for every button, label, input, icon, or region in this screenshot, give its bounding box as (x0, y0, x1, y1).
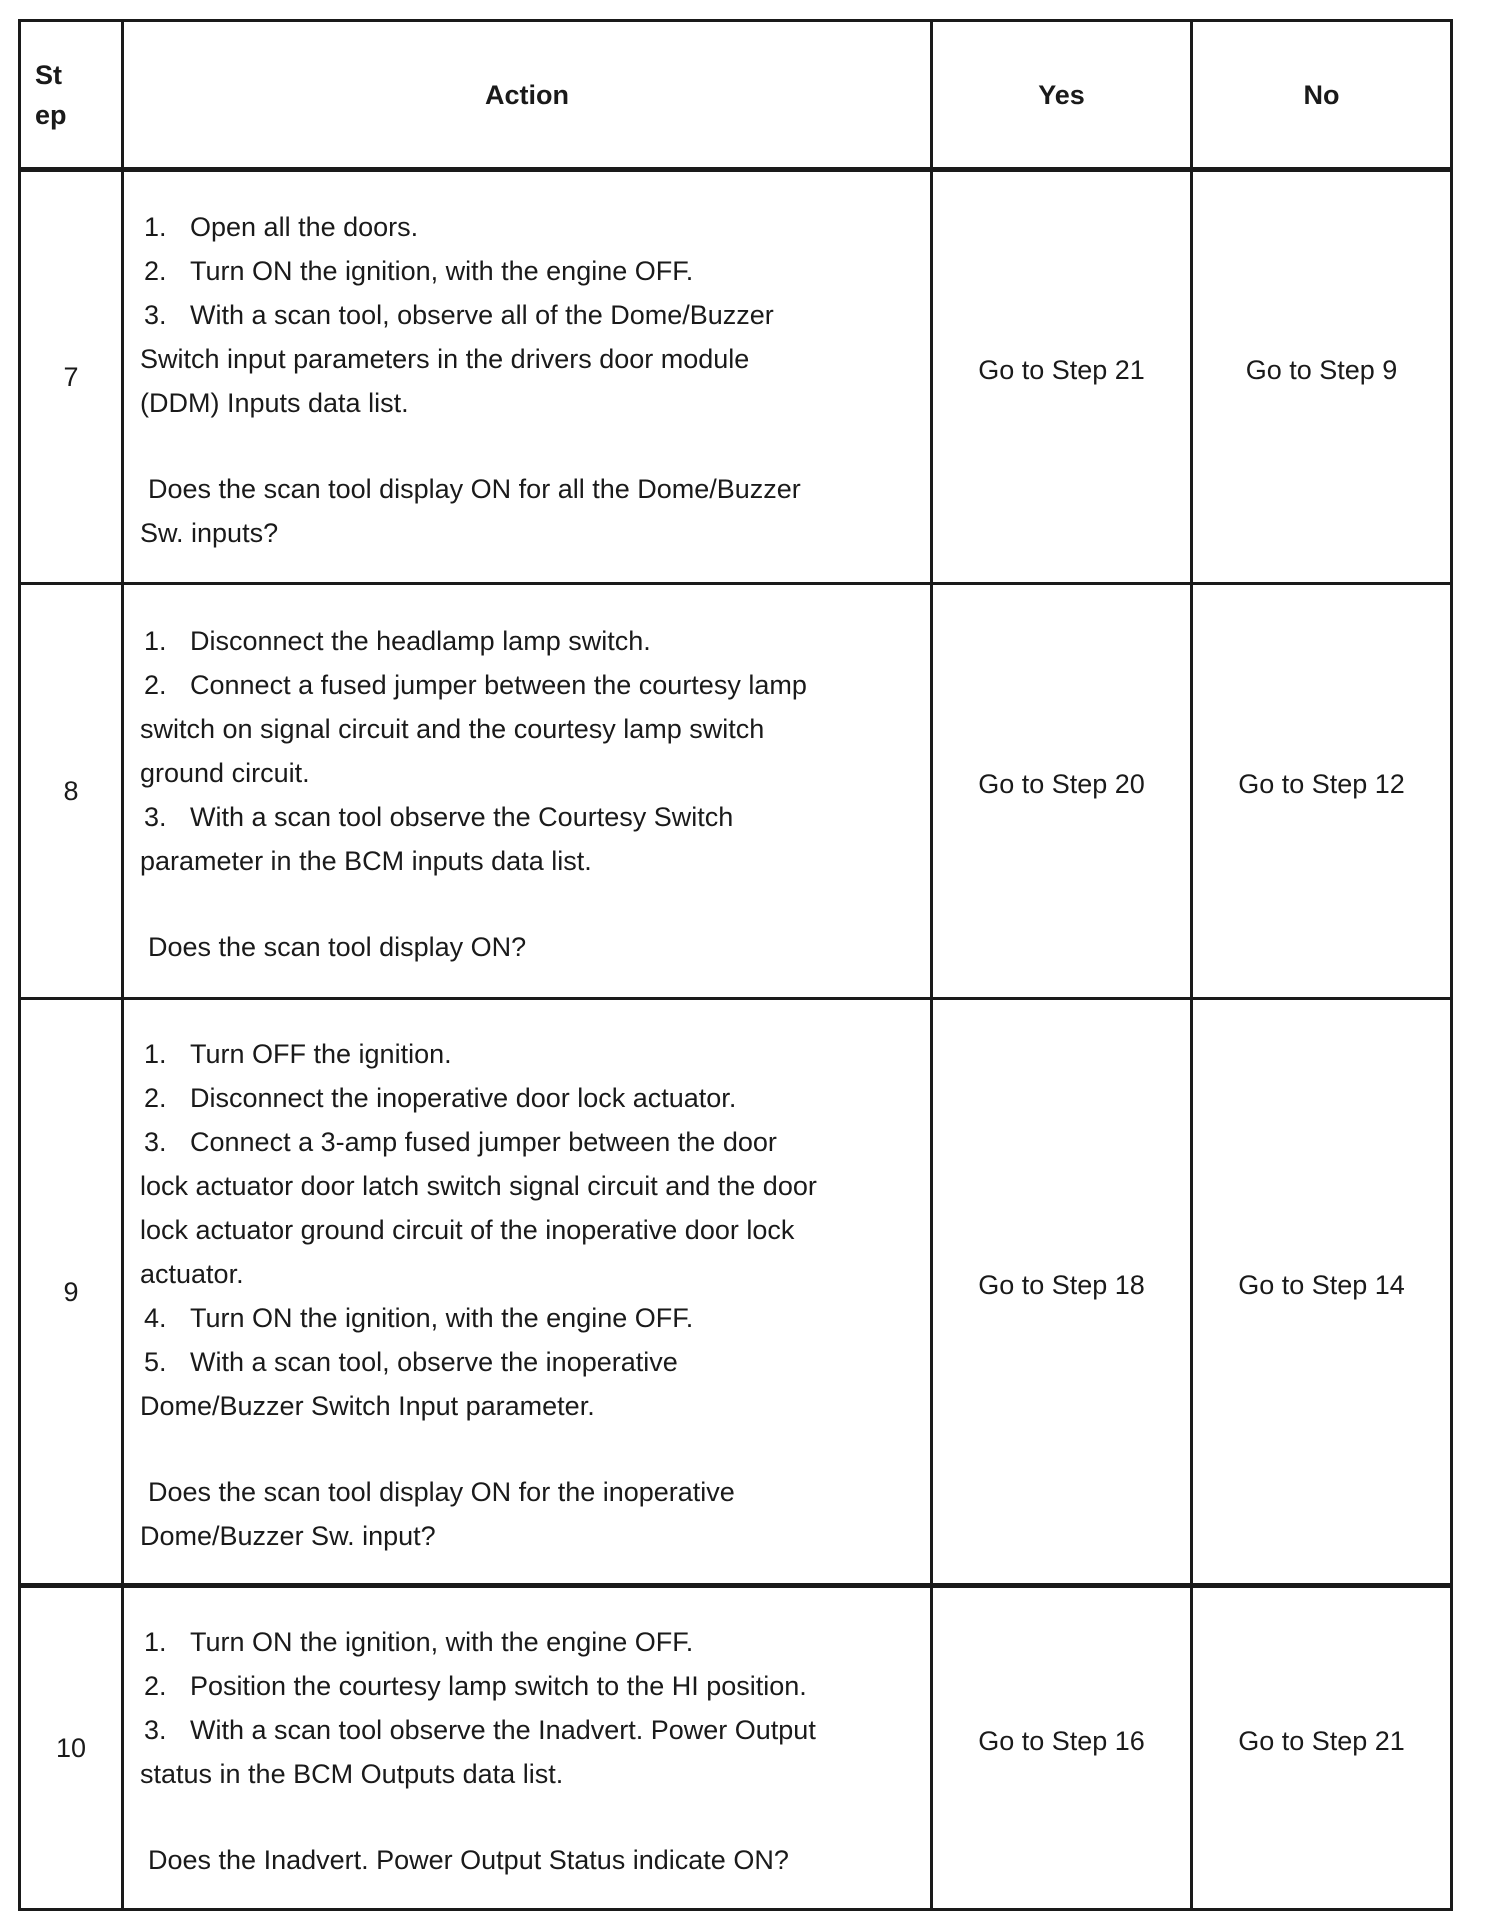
action-item (140, 1708, 916, 1796)
item-continuation: parameter in the BCM inputs data list. (140, 846, 592, 876)
question-line2: Sw. inputs? (140, 518, 279, 548)
no-result: Go to Step 9 (1192, 170, 1452, 584)
action-item (140, 293, 916, 425)
action-item (140, 619, 916, 663)
action-item (140, 1120, 916, 1296)
item-continuation: switch on signal circuit and the courtesy lamp switch ground circuit. (140, 714, 765, 788)
action-list (140, 205, 916, 425)
item-text: Turn ON the ignition, with the engine OFF. (190, 256, 694, 286)
item-number: 1. (144, 626, 167, 656)
action-cell (123, 999, 932, 1586)
item-continuation: Switch input parameters in the drivers door module (DDM) Inputs data list. (140, 344, 750, 418)
action-item (140, 1340, 916, 1428)
item-number: 3. (144, 1126, 167, 1157)
step-header-line2: ep (35, 99, 67, 130)
action-column-header: Action (123, 21, 932, 170)
action-item (140, 1620, 916, 1664)
no-result: Go to Step 14 (1192, 999, 1452, 1586)
item-text: Turn OFF the ignition. (190, 1038, 452, 1069)
item-number: 4. (144, 1302, 167, 1333)
action-item (140, 1664, 916, 1708)
item-text: Connect a fused jumper between the courtesy lamp (190, 670, 807, 700)
item-text: With a scan tool observe the Courtesy Switch (190, 802, 734, 832)
item-continuation: status in the BCM Outputs data list. (140, 1759, 564, 1789)
yes-result: Go to Step 20 (932, 584, 1192, 999)
step-number: 8 (20, 584, 123, 999)
action-cell (123, 170, 932, 584)
question (140, 467, 916, 555)
no-result: Go to Step 12 (1192, 584, 1452, 999)
item-number: 5. (144, 1346, 167, 1377)
item-text: Connect a 3-amp fused jumper between the door (190, 1126, 777, 1157)
action-item (140, 663, 916, 795)
question-line1: Does the scan tool display ON? (148, 932, 527, 962)
item-number: 2. (144, 256, 167, 286)
action-list (140, 1620, 916, 1796)
yes-result: Go to Step 16 (932, 1586, 1192, 1910)
yes-column-header: Yes (932, 21, 1192, 170)
question-line1: Does the scan tool display ON for all the Dome/Buzzer (148, 474, 801, 504)
item-number: 2. (144, 1671, 167, 1701)
table-row (20, 999, 1452, 1586)
no-result: Go to Step 21 (1192, 1586, 1452, 1910)
item-text: With a scan tool, observe all of the Dome/Buzzer (190, 300, 774, 330)
item-number: 1. (144, 1627, 167, 1657)
question-line2: Dome/Buzzer Sw. input? (140, 1520, 436, 1551)
item-text: Open all the doors. (190, 212, 419, 242)
item-text: With a scan tool observe the Inadvert. Power Output (190, 1715, 816, 1745)
table-row (20, 170, 1452, 584)
action-item (140, 1076, 916, 1120)
item-text: Disconnect the inoperative door lock actuator. (190, 1082, 737, 1113)
question (140, 1470, 916, 1558)
step-header-line1: St (35, 59, 62, 90)
step-column-header (20, 21, 123, 170)
action-item (140, 205, 916, 249)
table-row (20, 584, 1452, 999)
item-number: 1. (144, 212, 167, 242)
table-row (20, 1586, 1452, 1910)
action-item (140, 1032, 916, 1076)
step-number: 10 (20, 1586, 123, 1910)
action-item (140, 1296, 916, 1340)
question (140, 1838, 916, 1882)
item-number: 2. (144, 1082, 167, 1113)
no-column-header: No (1192, 21, 1452, 170)
step-number: 9 (20, 999, 123, 1586)
action-cell (123, 1586, 932, 1910)
item-continuation: lock actuator door latch switch signal circuit and the door lock actuator ground circuit of the inoperative door lock actuator. (140, 1170, 817, 1289)
item-text: With a scan tool, observe the inoperative (190, 1346, 678, 1377)
yes-result: Go to Step 21 (932, 170, 1192, 584)
item-text: Position the courtesy lamp switch to the HI position. (190, 1671, 807, 1701)
action-list (140, 1032, 916, 1428)
item-text: Disconnect the headlamp lamp switch. (190, 626, 651, 656)
item-text: Turn ON the ignition, with the engine OFF. (190, 1627, 694, 1657)
action-cell (123, 584, 932, 999)
item-continuation: Dome/Buzzer Switch Input parameter. (140, 1390, 595, 1421)
action-list (140, 619, 916, 883)
header-row (20, 21, 1452, 170)
yes-result: Go to Step 18 (932, 999, 1192, 1586)
step-number: 7 (20, 170, 123, 584)
action-item (140, 249, 916, 293)
item-text: Turn ON the ignition, with the engine OFF. (190, 1302, 694, 1333)
item-number: 1. (144, 1038, 167, 1069)
question (140, 925, 916, 969)
item-number: 3. (144, 300, 167, 330)
diagnostic-steps-table (18, 19, 1453, 1911)
question-line1: Does the Inadvert. Power Output Status indicate ON? (148, 1845, 789, 1875)
item-number: 2. (144, 670, 167, 700)
action-item (140, 795, 916, 883)
question-line1: Does the scan tool display ON for the inoperative (148, 1476, 735, 1507)
item-number: 3. (144, 802, 167, 832)
item-number: 3. (144, 1715, 167, 1745)
